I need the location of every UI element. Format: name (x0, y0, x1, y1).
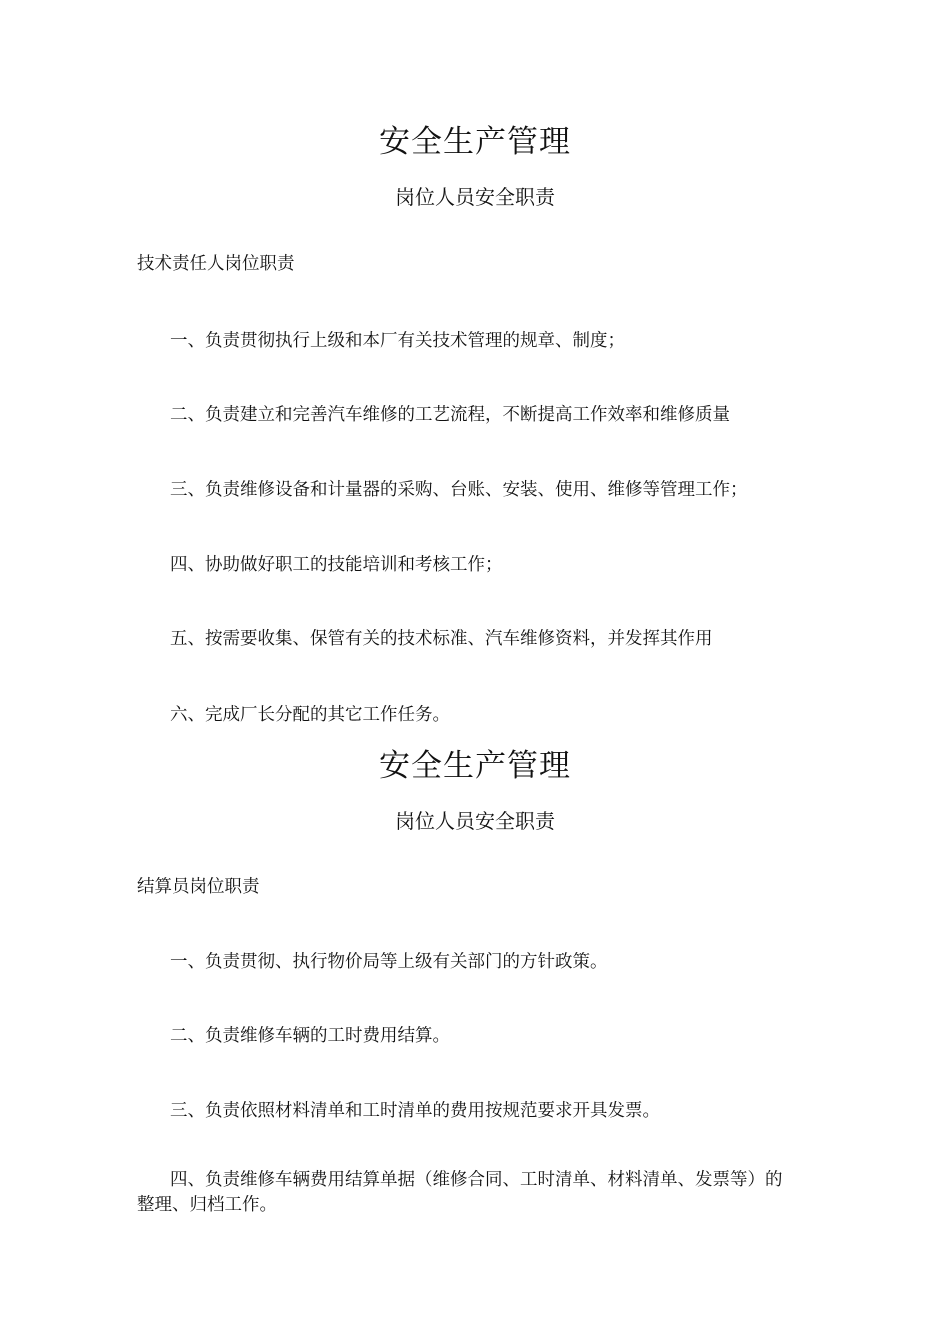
document-subtitle: 岗位人员安全职责 (395, 809, 555, 833)
duty-item: 二、负责维修车辆的工时费用结算。 (170, 1026, 450, 1046)
duty-item: 四、协助做好职工的技能培训和考核工作； (170, 555, 503, 575)
duty-item: 四、负责维修车辆费用结算单据（维修合同、工时清单、材料清单、发票等）的整理、归档工作。 (137, 1170, 783, 1215)
document-title: 安全生产管理 (379, 124, 571, 160)
section-heading: 技术责任人岗位职责 (137, 254, 295, 274)
section-heading: 结算员岗位职责 (137, 877, 260, 897)
duty-item: 三、负责依照材料清单和工时清单的费用按规范要求开具发票。 (170, 1101, 660, 1121)
document-title: 安全生产管理 (379, 748, 571, 784)
duty-item: 三、负责维修设备和计量器的采购、台账、安装、使用、维修等管理工作； (170, 480, 748, 500)
duty-item: 一、负责贯彻执行上级和本厂有关技术管理的规章、制度； (170, 331, 625, 351)
duty-item: 六、完成厂长分配的其它工作任务。 (170, 705, 450, 725)
document-subtitle: 岗位人员安全职责 (395, 185, 555, 209)
duty-item: 二、负责建立和完善汽车维修的工艺流程，不断提高工作效率和维修质量 (170, 405, 730, 425)
duty-item: 一、负责贯彻、执行物价局等上级有关部门的方针政策。 (170, 952, 608, 972)
duty-item: 五、按需要收集、保管有关的技术标准、汽车维修资料，并发挥其作用 (170, 629, 713, 649)
